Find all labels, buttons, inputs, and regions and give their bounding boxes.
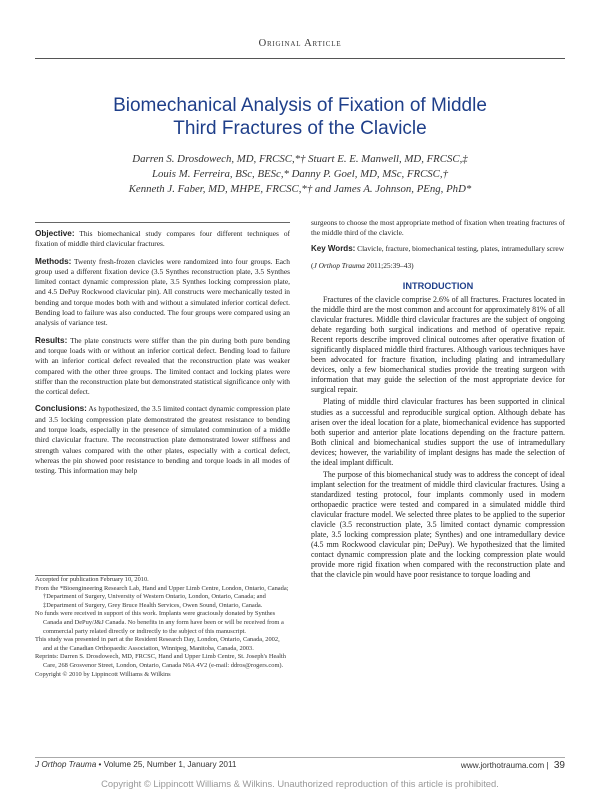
abstract-methods [35, 257, 290, 329]
footer-website[interactable]: www.jorthotrauma.com [460, 761, 545, 770]
page-number: 39 [553, 760, 565, 771]
footnote-presented: This study was presented in part at the Resident Research Day, London, Ontario, Canada, 2002, and at the Canadian Orthopaedic Association, Winnipeg, Manitoba, Canada, 2003. [35, 636, 280, 652]
keywords [311, 244, 565, 254]
conclusions-text: As hypothesized, the 3.5 limited contact dynamic compression plate and 3.5 locking compression plate demonstrated the greatest resistance to bending and torque loads, especially in the presence of simulated comminution of a middle third clavicular fracture. The reconstruction plate demonstrated lower stiffness and strength values compared with the other plates, especially with a cortical defect, whereas the pin showed poor resistance to bending and torque loads in all modes of testing. This information may help [35, 404, 290, 476]
footer-citation [35, 760, 236, 769]
abstract-objective [35, 229, 290, 250]
author-line: Louis M. Ferreira, BSc, BESc,* Danny P. Goel, MD, MSc, FRCSC,† [152, 168, 448, 180]
keywords-label: Key Words: [311, 244, 356, 254]
author-line: Kenneth J. Faber, MD, MHPE, FRCSC,*† and James A. Johnson, PEng, PhD* [128, 183, 472, 195]
footer-website-page: www.jorthotrauma.com | 39 [460, 760, 565, 771]
introduction-body [311, 295, 565, 580]
conclusions-label: Conclusions: [35, 404, 87, 414]
abstract-conclusions [35, 404, 290, 476]
footnote-reprints: Reprints: Darren S. Drosdowech, MD, FRCSC, Hand and Upper Limb Centre, St. Joseph's Health Care, 268 Grosvenor Street, London, Ontario, Canada N6A 4V2 (e-mail: ddros@rogers.com). [35, 653, 286, 669]
footnote-copyright: Copyright © 2010 by Lippincott Williams & Wilkins [35, 670, 171, 678]
footnote-affiliations: From the *Bioengineering Research Lab, Hand and Upper Limb Centre, London, Ontario, Canada; †Department of Surgery, University of Western Ontario, London, Ontario, Canada; and ‡Department of Surgery, Grey Bruce Health Services, Owen Sound, Ontario, Canada. [35, 584, 289, 609]
title-line-1: Biomechanical Analysis of Fixation of Middle [113, 95, 487, 116]
footer-journal: J Orthop Trauma [35, 760, 97, 769]
objective-text: This biomechanical study compares four different techniques of fixation of middle third clavicular fractures. [35, 229, 290, 249]
section-label: Original Article [258, 38, 342, 49]
keywords-text: Clavicle, fracture, biomechanical testing, plates, intramedullary screw [357, 244, 565, 254]
article-title [60, 94, 540, 140]
author-line: Darren S. Drosdowech, MD, FRCSC,*† Stuart E. E. Manwell, MD, FRCSC,‡ [132, 153, 468, 165]
abstract-rule [35, 222, 290, 223]
footnote-funding: No funds were received in support of this work. Implants were graciously donated by Synthes Canada and DePuy/J&J Canada. No benefits in any form have been or will be received from a commercial party related directly or indirectly to the subject of this manuscript. [35, 610, 284, 635]
right-column [311, 218, 565, 580]
citation: (J Orthop Trauma 2011;25:39–43) [311, 260, 414, 270]
footnote-accepted: Accepted for publication February 10, 2010. [35, 576, 149, 583]
footer-issue: • Volume 25, Number 1, January 2011 [96, 760, 237, 769]
citation-details: 2011;25:39–43) [364, 260, 414, 270]
abstract-results [35, 336, 290, 398]
author-list [40, 152, 560, 197]
citation-journal: J Orthop Trauma [313, 260, 365, 270]
header-rule [35, 58, 565, 59]
abstract-column [35, 222, 290, 484]
title-line-2: Third Fractures of the Clavicle [173, 118, 427, 139]
results-text: The plate constructs were stiffer than the pin during both pure bending and torque loads with or without an inferior cortical defect. Bending load to failure with an inferior cortical defect revealed that the reconstruction plate was weaker compared with the other three groups. The limited contact and locking plates were stiffer than the reconstruction plate but demonstrated statistical significance only with the cortical defect. [35, 335, 290, 397]
objective-label: Objective: [35, 229, 75, 238]
intro-paragraph: The purpose of this biomechanical study was to address the concept of ideal implant selection for the treatment of middle third clavicular fractures. Using a standardized testing protocol, four implants commonly used in modern orthopaedic practice were tested and compared in a simulated middle third clavicular fracture model. We selected three plates to be applied to the superior clavicle (3.5 reconstruction plate, 3.5 limited contact dynamic compression plate, 3.5 locking compression plate; Synthes) and one intramedullary device (4.5 mm Rockwood clavicular pin; DePuy). We hypothesized that the limited contact dynamic compression plate and the locking compression plate would provide more rigid fixation when compared with the reconstruction plate and that the clavicle pin would have poor resistance to torque loading and [311, 469, 565, 580]
abstract-continuation: surgeons to choose the most appropriate method of fixation when treating fractures of the middle third of the clavicle. [311, 218, 565, 238]
introduction-heading: INTRODUCTION [402, 280, 474, 291]
methods-label: Methods: [35, 256, 72, 266]
results-label: Results: [35, 335, 68, 345]
footnotes [35, 575, 290, 679]
footer-rule [35, 757, 565, 758]
intro-paragraph: Plating of middle third clavicular fractures has been supported in clinical studies as a successful and reproducible surgical option. Although debate has arisen over the ideal location for a plate, biomechanical evidence has supported both superior and anterior plate locations depending on the fracture pattern. Both clinical and biomechanical studies support the use of intramedullary devices; however, the variability of implant designs has made the selection of the ideal implant difficult. [311, 397, 565, 467]
methods-text: Twenty fresh-frozen clavicles were randomized into four groups. Each group used a different fixation device (3.5 Synthes reconstruction plate, 3.5 Synthes limited contact dynamic compression plate, 3.5 Synthes locking compression plate, and 4.5 DePuy Rockwood clavicular pin). All constructs were mechanically tested in bending and torque modes both with and without a simulated inferior cortical defect. Bending load to failure was also conducted. The four groups were compared using an analysis of variance test. [35, 256, 290, 328]
copyright-notice: Copyright © Lippincott Williams & Wilkins. Unauthorized reproduction of this article is prohibited. [101, 778, 499, 789]
intro-paragraph: Fractures of the clavicle comprise 2.6% of all fractures. Fractures located in the middle third are the most common and account for approximately 81% of all clavicular fractures. Middle third clavicular fractures are the subject of ongoing debate regarding both surgical indications and method of operative repair. Recent reports describe improved clinical outcomes after operative fixation of significantly displaced middle third fractures. Although various techniques have been advocated for fracture fixation, including plating and intramedullary devices, only a few biomechanical studies provide the treating surgeon with information that may guide the selection of the most appropriate device for surgical repair. [311, 295, 565, 395]
